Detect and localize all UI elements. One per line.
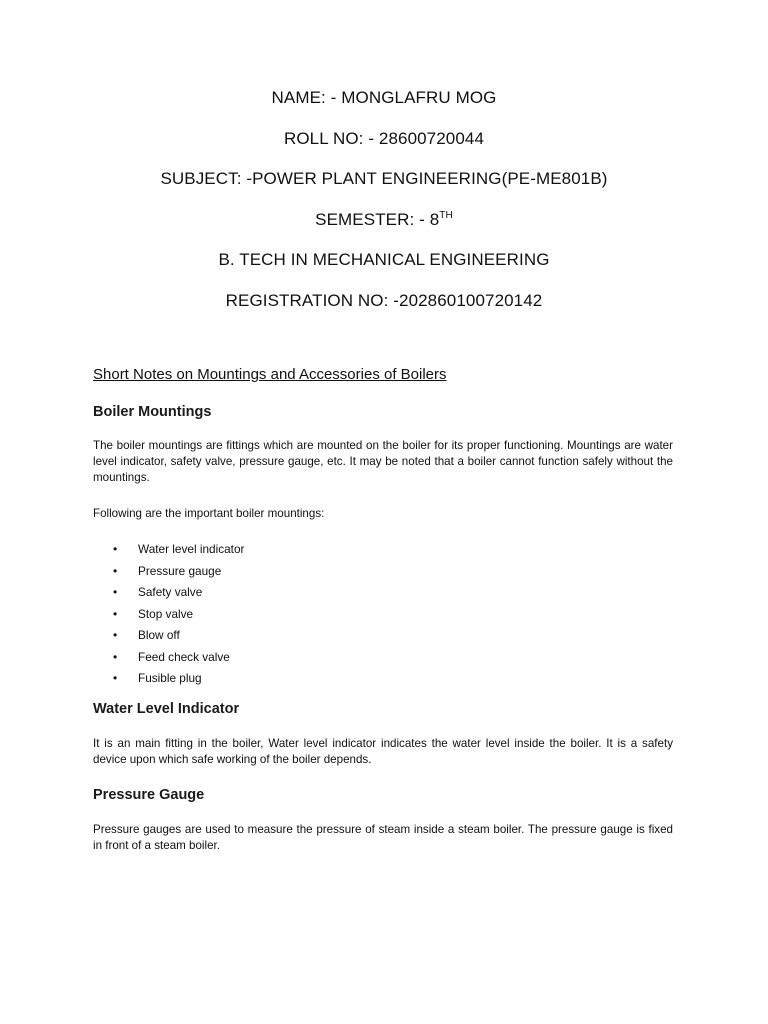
water-level-indicator-heading: Water Level Indicator: [93, 701, 240, 717]
bullet-icon: •: [113, 649, 118, 664]
pressure-gauge-paragraph: Pressure gauges are used to measure the pressure of steam inside a steam boiler. The pressure gauge is fixed in front of a steam boiler.: [93, 823, 673, 852]
bullet-icon: •: [113, 628, 118, 642]
student-name: NAME: - MONGLAFRU MOG: [271, 88, 497, 107]
list-item-label: Fusible plug: [138, 671, 202, 685]
semester-text: SEMESTER: - 8: [315, 209, 440, 229]
list-item: [112, 626, 244, 648]
list-item: [112, 540, 244, 562]
boiler-mountings-paragraph: The boiler mountings are fittings which are mounted on the boiler for its proper functioning. Mountings are water level indicator, safety valve, pressure gauge, etc. It may be noted that a boiler cannot function safely without the mountings.: [93, 439, 673, 484]
list-item: [112, 605, 244, 627]
list-item-label: Pressure gauge: [138, 563, 222, 578]
roll-number: ROLL NO: - 28600720044: [283, 128, 485, 148]
section-title: Short Notes on Mountings and Accessories of Boilers: [93, 366, 447, 383]
list-item-label: Feed check valve: [138, 649, 230, 664]
list-item: [112, 648, 244, 670]
bullet-icon: •: [113, 671, 118, 685]
bullet-icon: •: [113, 542, 118, 556]
semester: [0, 210, 768, 230]
mountings-list: [112, 540, 244, 691]
subject: SUBJECT: -POWER PLANT ENGINEERING(PE-ME801B): [160, 169, 608, 188]
list-item: [112, 562, 244, 584]
degree: B. TECH IN MECHANICAL ENGINEERING: [218, 250, 550, 269]
boiler-mountings-heading: Boiler Mountings: [93, 404, 212, 420]
student-info-header: [0, 88, 768, 331]
semester-superscript: TH: [439, 209, 453, 221]
list-item-label: Blow off: [138, 628, 180, 642]
mountings-list-intro: Following are the important boiler mountings:: [93, 507, 325, 520]
list-item-label: Stop valve: [138, 606, 194, 621]
list-item: [112, 669, 244, 691]
pressure-gauge-heading: Pressure Gauge: [93, 787, 205, 803]
bullet-icon: •: [113, 606, 118, 621]
water-level-indicator-paragraph: It is an main fitting in the boiler, Water level indicator indicates the water level inside the boiler. It is a safety device upon which safe working of the boiler depends.: [93, 737, 673, 766]
registration-number: REGISTRATION NO: -202860100720142: [225, 290, 543, 310]
list-item-label: Safety valve: [138, 585, 203, 599]
list-item: [112, 583, 244, 605]
bullet-icon: •: [113, 563, 118, 578]
bullet-icon: •: [113, 585, 118, 599]
list-item-label: Water level indicator: [138, 542, 245, 556]
